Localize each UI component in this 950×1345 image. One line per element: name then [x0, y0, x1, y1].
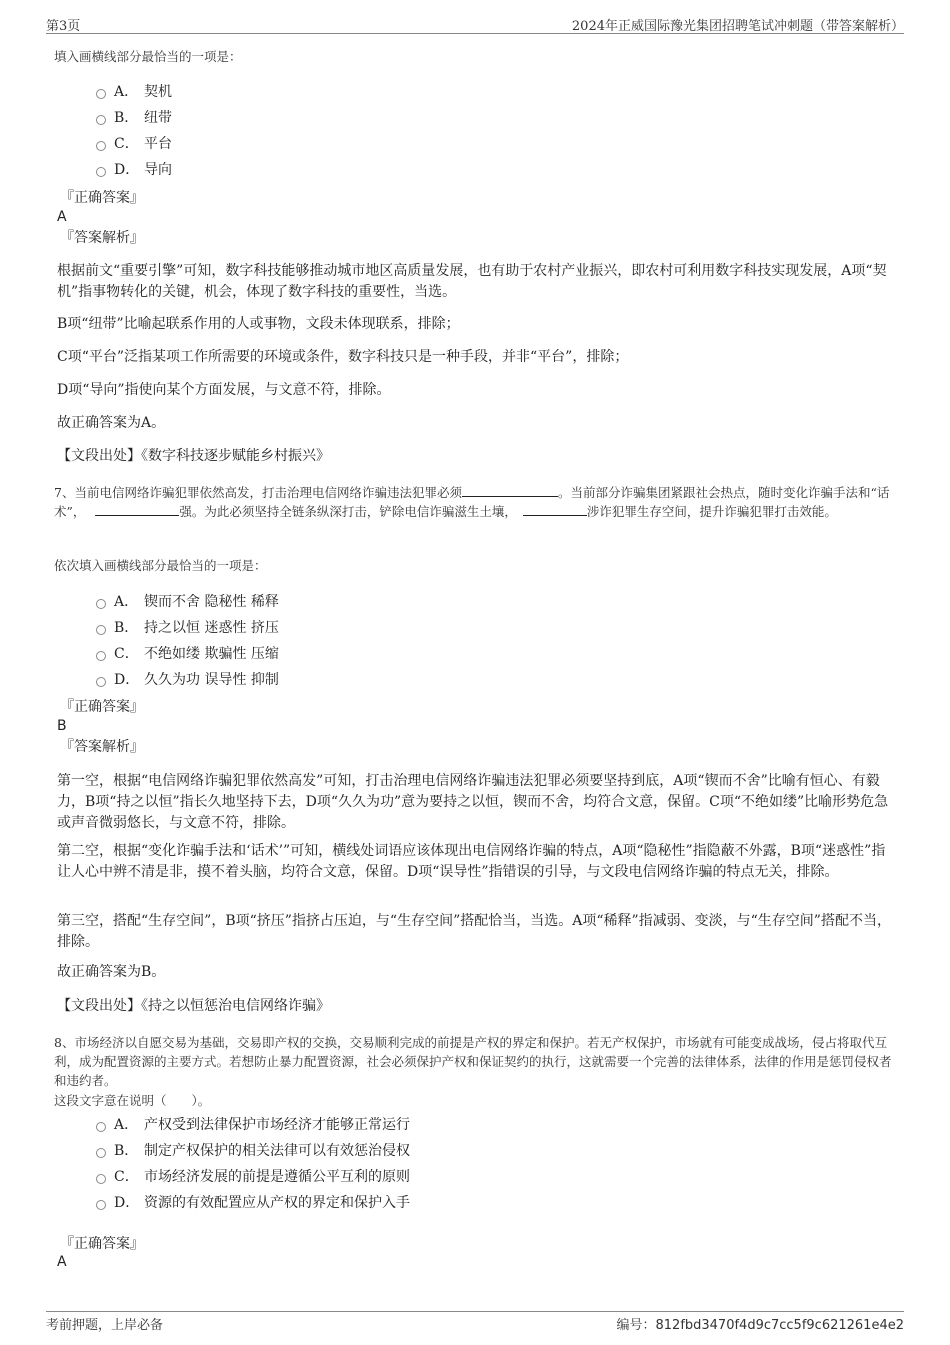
option-letter: A． [114, 1117, 139, 1133]
q7-option-a[interactable] [96, 592, 279, 612]
option-text: 市场经济发展的前提是遵循公平互利的原则 [144, 1169, 410, 1185]
footer-slogan: 考前押题，上岸必备 [46, 1318, 164, 1333]
q7-stem-part: 。当前部分诈骗集团紧跟社会热点，随时变化诈骗手法和“话术”， [54, 485, 890, 519]
option-text: 不绝如缕 欺骗性 压缩 [144, 646, 279, 662]
radio-icon[interactable] [96, 677, 106, 687]
option-text: 产权受到法律保护市场经济才能够正常运行 [144, 1117, 410, 1133]
q7-analysis-paragraph: 第二空，根据“变化诈骗手法和‘话术’”可知，横线处词语应该体现出电信网络诈骗的特点，A项“隐秘性”指隐蔽不外露，B项“迷惑性”指让人心中辨不清是非，摸不着头脑，均符合文意，保留。D项“误导性”指错误的引导，与文段电信网络诈骗的特点无关，排除。 [57, 843, 886, 880]
q6-analysis-paragraph: B项“纽带”比喻起联系作用的人或事物，文段未体现联系，排除； [57, 316, 460, 332]
option-letter: C． [114, 646, 139, 662]
radio-icon[interactable] [96, 89, 106, 99]
radio-icon[interactable] [96, 651, 106, 661]
option-text: 纽带 [144, 110, 172, 126]
option-text: 锲而不舍 隐秘性 稀释 [144, 594, 279, 610]
q7-stem-part: 涉诈犯罪生存空间，提升诈骗犯罪打击效能。 [586, 504, 837, 519]
q7-answer-label: 『正确答案』 [60, 699, 144, 715]
option-text: 平台 [144, 136, 172, 152]
fill-blank [523, 503, 587, 516]
radio-icon[interactable] [96, 1174, 106, 1184]
q6-analysis-paragraph: 根据前文“重要引擎”可知，数字科技能够推动城市地区高质量发展，也有助于农村产业振兴，即农村可利用数字科技实现发展，A项“契机”指事物转化的关键，机会，体现了数字科技的重要性，当选。 [57, 263, 887, 300]
radio-icon[interactable] [96, 1200, 106, 1210]
option-text: 制定产权保护的相关法律可以有效惩治侵权 [144, 1143, 410, 1159]
footer-divider [46, 1311, 904, 1312]
q8-answer: A [57, 1254, 67, 1270]
option-letter: D． [114, 672, 140, 688]
page-header [0, 0, 950, 36]
q6-stem: 填入画横线部分最恰当的一项是： [54, 49, 242, 64]
q6-answer: A [57, 209, 67, 225]
fill-blank [95, 503, 179, 516]
q7-answer: B [57, 718, 67, 734]
q6-option-a[interactable] [96, 82, 172, 102]
option-letter: C． [114, 136, 139, 152]
q6-source: 【文段出处】《数字科技逐步赋能乡村振兴》 [57, 448, 330, 464]
q6-option-b[interactable] [96, 108, 172, 128]
q6-option-d[interactable] [96, 160, 172, 180]
option-text: 持之以恒 迷惑性 挤压 [144, 620, 279, 636]
option-letter: B． [114, 1143, 139, 1159]
option-letter: A． [114, 594, 139, 610]
radio-icon[interactable] [96, 1148, 106, 1158]
q6-analysis-paragraph: C项“平台”泛指某项工作所需要的环境或条件，数字科技只是一种手段，并非“平台”，排除； [57, 349, 629, 365]
q8-option-c[interactable] [96, 1167, 410, 1187]
option-text: 契机 [144, 84, 172, 100]
q8-option-b[interactable] [96, 1141, 410, 1161]
radio-icon[interactable] [96, 115, 106, 125]
q8-option-d[interactable] [96, 1193, 410, 1213]
radio-icon[interactable] [96, 599, 106, 609]
option-letter: C． [114, 1169, 139, 1185]
q7-prompt: 依次填入画横线部分最恰当的一项是： [54, 558, 267, 573]
radio-icon[interactable] [96, 167, 106, 177]
q7-source: 【文段出处】《持之以恒惩治电信网络诈骗》 [57, 998, 330, 1014]
header-divider [46, 33, 904, 34]
option-text: 资源的有效配置应从产权的界定和保护入手 [144, 1195, 410, 1211]
q6-analysis-label: 『答案解析』 [60, 230, 144, 246]
fill-blank [462, 484, 558, 497]
q6-option-c[interactable] [96, 134, 172, 154]
q8-stem: 8、市场经济以自愿交易为基础，交易即产权的交换，交易顺利完成的前提是产权的界定和保护。若无产权保护，市场就有可能变成战场，侵占将取代互利，成为配置资源的主要方式。若想防止暴力配置资源，社会必须保护产权和保证契约的执行，这就需要一个完善的法律体系，法律的作用是惩罚侵权者和违约者。 [54, 1035, 892, 1088]
q8-option-a[interactable] [96, 1115, 410, 1135]
radio-icon[interactable] [96, 141, 106, 151]
q7-option-b[interactable] [96, 618, 279, 638]
q7-option-d[interactable] [96, 670, 279, 690]
q8-answer-label: 『正确答案』 [60, 1236, 144, 1252]
option-text: 久久为功 误导性 抑制 [144, 672, 279, 688]
option-letter: D． [114, 162, 140, 178]
q8-prompt: 这段文字意在说明（ ）。 [54, 1093, 211, 1108]
option-letter: D． [114, 1195, 140, 1211]
option-text: 导向 [144, 162, 172, 178]
q7-analysis-paragraph: 第三空，搭配“生存空间”，B项“挤压”指挤占压迫，与“生存空间”搭配恰当，当选。A项“稀释”指减弱、变淡，与“生存空间”搭配不当，排除。 [57, 913, 891, 950]
q7-conclusion: 故正确答案为B。 [57, 964, 166, 980]
page-number: 第3页 [46, 19, 81, 34]
q7-analysis-paragraph: 第一空，根据“电信网络诈骗犯罪依然高发”可知，打击治理电信网络诈骗违法犯罪必须要坚持到底，A项“锲而不舍”比喻有恒心、有毅力，B项“持之以恒”指长久地坚持下去，D项“久久为功”意为要持之以恒，锲而不舍，均符合文意，保留。C项“不绝如缕”比喻形势危急或声音微弱悠长，与文意不符，排除。 [57, 773, 889, 831]
q7-analysis-label: 『答案解析』 [60, 739, 144, 755]
q7-stem-part: 强。为此必须坚持全链条纵深打击，铲除电信诈骗滋生土壤， [179, 504, 517, 519]
option-letter: B． [114, 620, 139, 636]
document-id: 编号：812fbd3470f4d9c7cc5f9c621261e4e2 [616, 1318, 904, 1333]
q7-option-c[interactable] [96, 644, 279, 664]
option-letter: B． [114, 110, 139, 126]
q6-analysis-paragraph: D项“导向”指使向某个方面发展，与文意不符，排除。 [57, 382, 391, 398]
q7-stem-part: 7、当前电信网络诈骗犯罪依然高发，打击治理电信网络诈骗违法犯罪必须 [54, 485, 462, 500]
q7-stem [54, 483, 899, 521]
q6-conclusion: 故正确答案为A。 [57, 415, 166, 431]
option-letter: A． [114, 84, 139, 100]
radio-icon[interactable] [96, 625, 106, 635]
q6-answer-label: 『正确答案』 [60, 190, 144, 206]
document-title: 2024年正威国际豫光集团招聘笔试冲刺题（带答案解析） [571, 19, 904, 34]
radio-icon[interactable] [96, 1122, 106, 1132]
